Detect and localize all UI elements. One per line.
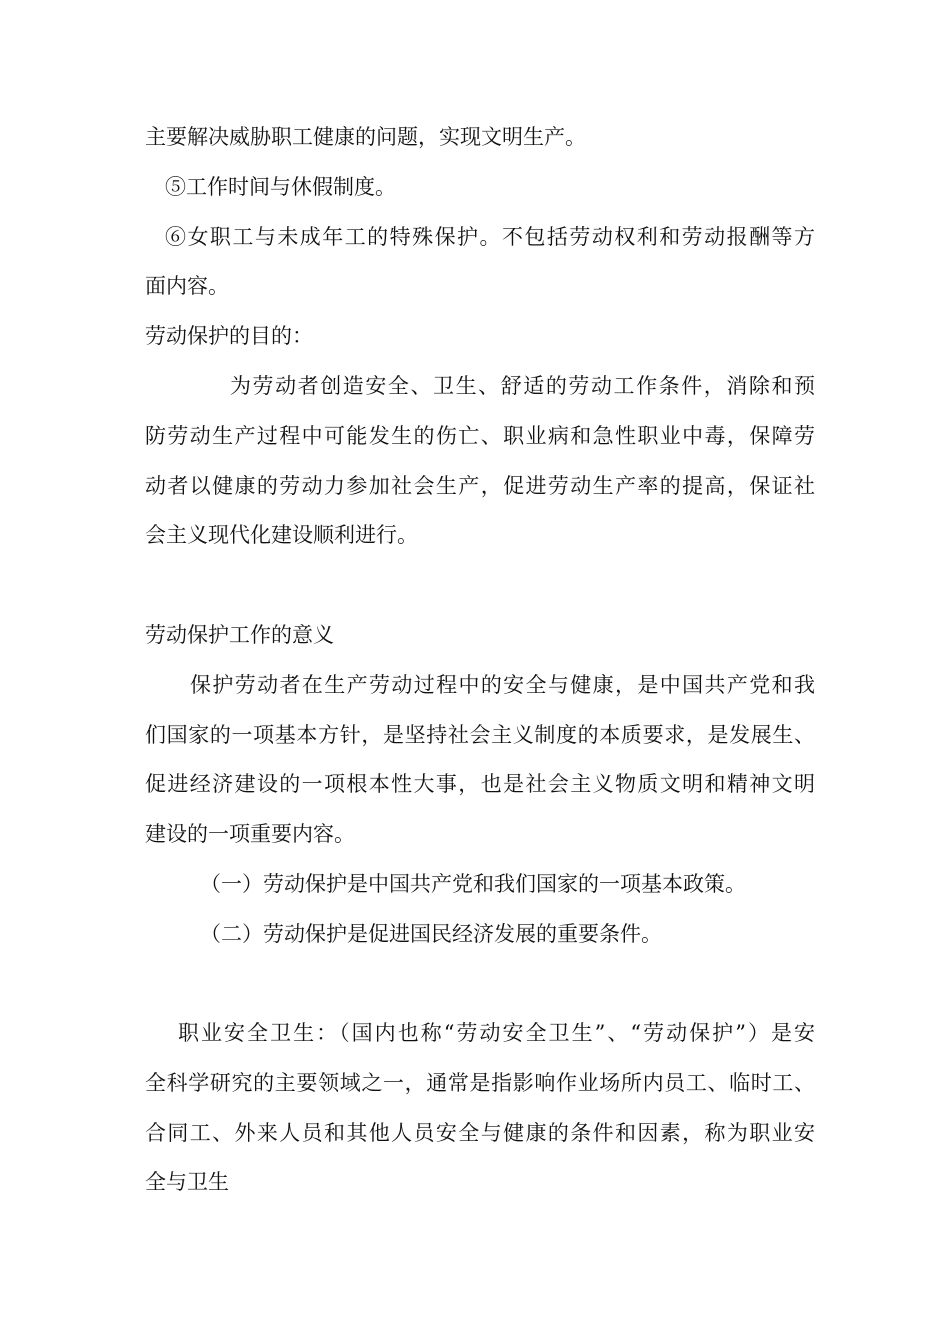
paragraph-line: 动者以健康的劳动力参加社会生产，促进劳动生产率的提高，保证社: [145, 474, 815, 498]
paragraph-line: 促进经济建设的一项根本性大事，也是社会主义物质文明和精神文明: [145, 772, 815, 796]
section-heading-purpose: 劳动保护的目的：: [145, 324, 313, 348]
paragraph-line: 会主义现代化建设顺利进行。: [145, 523, 418, 547]
paragraph-line: 全与卫生: [145, 1170, 229, 1194]
paragraph-line: 建设的一项重要内容。: [145, 822, 355, 846]
paragraph-line: 保护劳动者在生产劳动过程中的安全与健康，是中国共产党和我: [190, 673, 815, 697]
section-heading-significance: 劳动保护工作的意义: [145, 623, 334, 647]
paragraph-line: 面内容。: [145, 274, 229, 298]
numbered-point-1: （一）劳动保护是中国共产党和我们国家的一项基本政策。: [200, 872, 746, 896]
paragraph-line: 们国家的一项基本方针，是坚持社会主义制度的本质要求，是发展生、: [145, 723, 815, 747]
paragraph-line: 为劳动者创造安全、卫生、舒适的劳动工作条件，消除和预: [230, 374, 815, 398]
list-item-6: ⑥女职工与未成年工的特殊保护。不包括劳动权利和劳动报酬等方: [165, 225, 815, 249]
list-item-5: ⑤工作时间与休假制度。: [165, 175, 396, 199]
paragraph-line: 职业安全卫生：（国内也称“劳动安全卫生”、“劳动保护”）是安: [178, 1021, 815, 1045]
paragraph-line: 合同工、外来人员和其他人员安全与健康的条件和因素，称为职业安: [145, 1121, 815, 1145]
paragraph-line: 全科学研究的主要领域之一，通常是指影响作业场所内员工、临时工、: [145, 1071, 815, 1095]
numbered-point-2: （二）劳动保护是促进国民经济发展的重要条件。: [200, 922, 662, 946]
paragraph-line: 主要解决威胁职工健康的问题，实现文明生产。: [145, 125, 586, 149]
paragraph-line: 防劳动生产过程中可能发生的伤亡、职业病和急性职业中毒，保障劳: [145, 424, 815, 448]
